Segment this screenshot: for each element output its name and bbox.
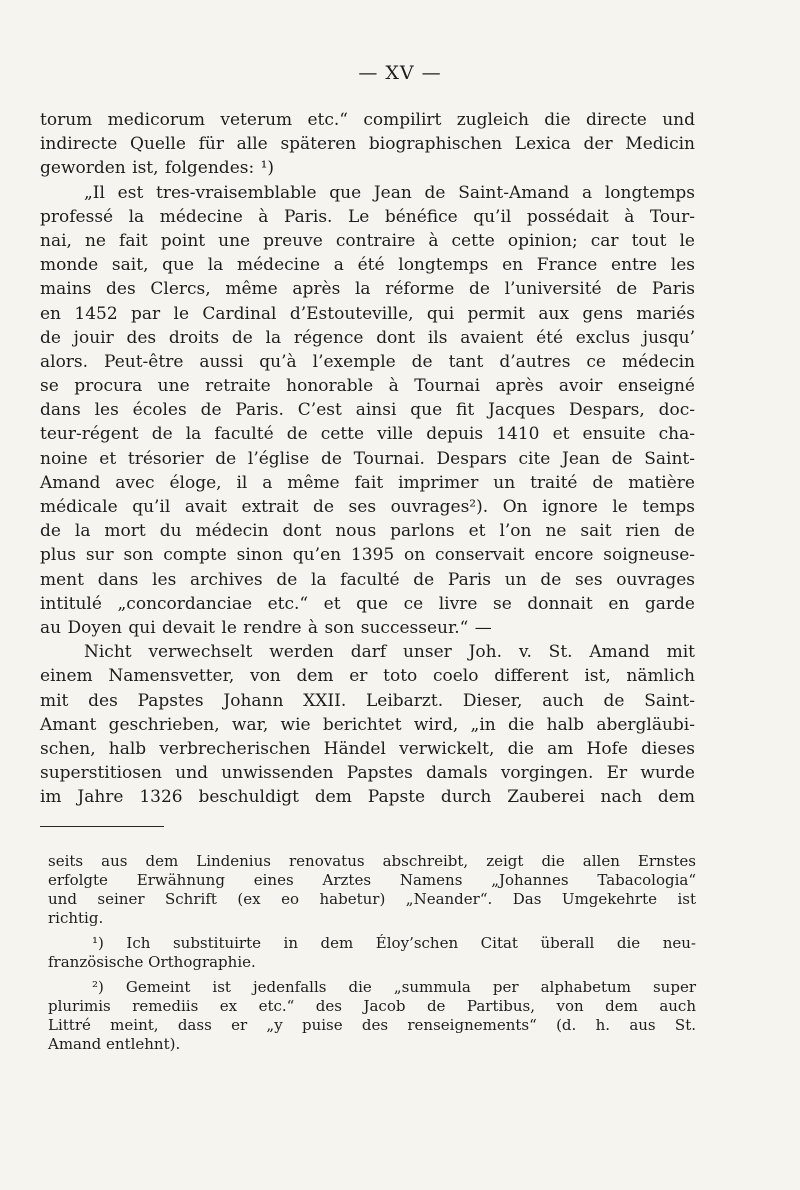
footnote-2-line: Littré meint, dass er „y puise des renseignements“ (d. h. aus St. (48, 1016, 696, 1034)
text-line: superstitiosen und unwissenden Papstes damals vorgingen. Er wurde (40, 763, 695, 784)
footnote-line: und seiner Schrift (ex eo habetur) „Neander“. Das Umgekehrte ist (48, 890, 696, 908)
quote-line: mains des Clercs, même après la réforme de l’université de Paris (40, 279, 695, 300)
quote-line: dans les écoles de Paris. C’est ainsi que fit Jacques Despars, doc- (40, 400, 695, 421)
quote-line: noine et trésorier de l’église de Tournai. Despars cite Jean de Saint- (40, 448, 695, 469)
quote-line: au Doyen qui devait le rendre à son successeur.“ — (40, 617, 492, 638)
text-line: Nicht verwechselt werden darf unser Joh. v. St. Amand mit (84, 642, 695, 663)
quote-line: de la mort du médecin dont nous parlons et l’on ne sait rien de (40, 521, 695, 542)
footnotes (48, 852, 696, 1054)
footnote-rule (40, 826, 164, 827)
quote-line: en 1452 par le Cardinal d’Estouteville, qui permit aux gens mariés (40, 303, 695, 324)
quote-line: ment dans les archives de la faculté de Paris un de ses ouvrages (40, 569, 695, 590)
quote-line: teur-régent de la faculté de cette ville depuis 1410 et ensuite cha- (40, 424, 695, 445)
footnote-line: richtig. (48, 909, 104, 927)
main-text (40, 108, 695, 809)
footnote-line: erfolgte Erwähnung eines Arztes Namens „Johannes Tabacologia“ (48, 871, 696, 889)
text-line: im Jahre 1326 beschuldigt dem Papste durch Zauberei nach dem (40, 787, 695, 808)
quote-line: professé la médecine à Paris. Le bénéfice qu’il possédait à Tour- (40, 206, 695, 227)
text-line: mit des Papstes Johann XXII. Leibarzt. Dieser, auch de Saint- (40, 690, 695, 711)
quote-line: „Il est tres-vraisemblable que Jean de Saint-Amand a longtemps (84, 182, 695, 203)
quote-line: monde sait, que la médecine a été longtemps en France entre les (40, 255, 695, 276)
quote-line: plus sur son compte sinon qu’en 1395 on conservait encore soigneuse- (40, 545, 695, 566)
footnote-2-line: plurimis remediis ex etc.“ des Jacob de Partibus, von dem auch (48, 997, 696, 1015)
footnote-1-line: französische Orthographie. (48, 953, 256, 971)
running-head: — XV — (358, 62, 442, 84)
quote-line: se procura une retraite honorable à Tournai après avoir enseigné (40, 376, 695, 397)
quote-line: médicale qu’il avait extrait de ses ouvrages²). On ignore le temps (40, 497, 695, 517)
text-line: indirecte Quelle für alle späteren biographischen Lexica der Medicin (40, 134, 695, 155)
text-line: geworden ist, folgendes: ¹) (40, 158, 275, 179)
quote-line: de jouir des droits de la régence dont ils avaient été exclus jusqu’ (40, 327, 695, 348)
quote-line: alors. Peut-être aussi qu’à l’exemple de tant d’autres ce médecin (40, 351, 695, 372)
quote-line: intitulé „concordanciae etc.“ et que ce livre se donnait en garde (40, 593, 695, 614)
quote-line: nai, ne fait point une preuve contraire à cette opinion; car tout le (40, 230, 695, 251)
footnote-line: seits aus dem Lindenius renovatus abschreibt, zeigt die allen Ernstes (48, 852, 696, 870)
quote-line: Amand avec éloge, il a même fait imprimer un traité de matière (40, 472, 695, 493)
text-line: torum medicorum veterum etc.“ compilirt zugleich die directe und (40, 110, 695, 130)
footnote-2-line: ²) Gemeint ist jedenfalls die „summula per alphabetum super (92, 978, 696, 996)
text-line: schen, halb verbrecherischen Händel verwickelt, die am Hofe dieses (40, 738, 695, 759)
text-line: Amant geschrieben, war, wie berichtet wird, „in die halb abergläubi- (40, 714, 695, 735)
footnote-2-line: Amand entlehnt). (48, 1035, 181, 1053)
text-line: einem Namensvetter, von dem er toto coelo different ist, nämlich (40, 666, 695, 687)
footnote-1-line: ¹) Ich substituirte in dem Éloy’schen Citat überall die neu- (92, 934, 696, 952)
